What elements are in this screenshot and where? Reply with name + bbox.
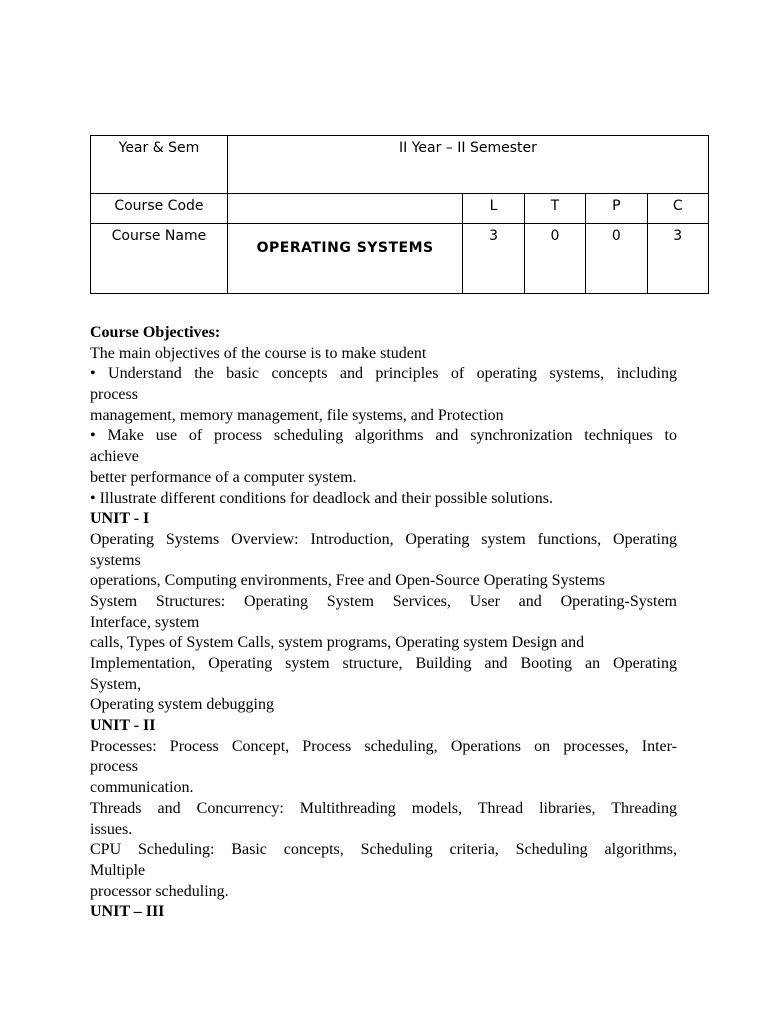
ltpc-value-l: 3 [463, 224, 524, 294]
year-sem-row [91, 136, 709, 194]
course-code-label: Course Code [91, 194, 228, 224]
course-name-row [91, 224, 709, 294]
course-code-value [227, 194, 463, 224]
section-heading: Course Objectives: [90, 324, 221, 341]
ltpc-value-p: 0 [586, 224, 647, 294]
course-name-label: Course Name [91, 224, 228, 294]
text-line: achieve [90, 448, 139, 466]
text-line: communication. [90, 779, 194, 797]
ltpc-header-l: L [463, 194, 524, 224]
bullet-line: • Illustrate different conditions for deadlock and their possible solutions. [90, 489, 553, 507]
unit-heading: UNIT – III [90, 903, 165, 921]
text-line: systems [90, 551, 141, 569]
course-code-row [91, 194, 709, 224]
text-line: CPU Scheduling: Basic concepts, Scheduling criteria, Scheduling algorithms, [90, 841, 677, 859]
text-line: The main objectives of the course is to make student [90, 344, 427, 362]
year-sem-label: Year & Sem [91, 136, 228, 194]
unit-heading: UNIT - I [90, 510, 150, 528]
text-line: Processes: Process Concept, Process scheduling, Operations on processes, Inter- [90, 737, 677, 755]
unit-heading: UNIT - II [90, 717, 156, 735]
text-line: process [90, 386, 138, 404]
text-line: Threads and Concurrency: Multithreading models, Thread libraries, Threading [90, 799, 677, 817]
text-line: processor scheduling. [90, 882, 229, 900]
text-line: issues. [90, 820, 133, 838]
text-line: process [90, 758, 138, 776]
bullet-line: • Make use of process scheduling algorithms and synchronization techniques to [90, 427, 677, 445]
text-line: better performance of a computer system. [90, 468, 357, 486]
text-line: operations, Computing environments, Free and Open-Source Operating Systems [90, 572, 606, 590]
ltpc-value-c: 3 [647, 224, 708, 294]
ltpc-header-c: C [647, 194, 708, 224]
course-name-value: OPERATING SYSTEMS [227, 224, 463, 294]
text-line: Operating system debugging [90, 696, 274, 714]
text-line: System, [90, 675, 142, 693]
text-line: Operating Systems Overview: Introduction, Operating system functions, Operating [90, 530, 677, 548]
text-line: Interface, system [90, 613, 200, 631]
text-line: Implementation, Operating system structure, Building and Booting an Operating [90, 655, 677, 672]
text-line: calls, Types of System Calls, system programs, Operating system Design and [90, 634, 585, 652]
course-info-table [90, 135, 709, 294]
syllabus-body [90, 323, 677, 923]
text-line: management, memory management, file systems, and Protection [90, 406, 504, 424]
text-line: Multiple [90, 861, 146, 879]
year-sem-value: II Year – II Semester [227, 136, 708, 194]
bullet-line: • Understand the basic concepts and principles of operating systems, including [90, 365, 677, 383]
ltpc-value-t: 0 [524, 224, 585, 294]
text-line: System Structures: Operating System Services, User and Operating-System [90, 592, 677, 610]
ltpc-header-t: T [524, 194, 585, 224]
ltpc-header-p: P [586, 194, 647, 224]
